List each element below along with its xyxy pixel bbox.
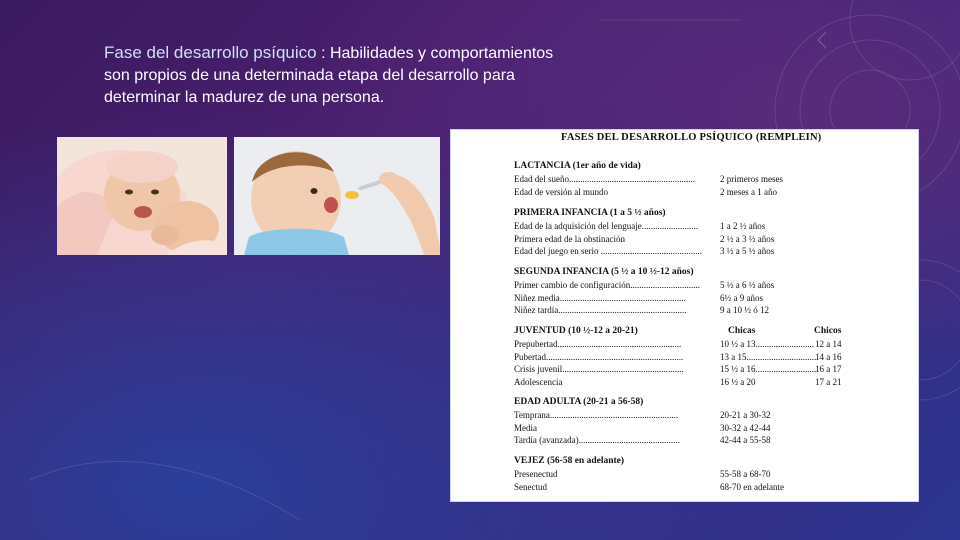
row-label: Primera edad de la obstinación xyxy=(514,233,625,244)
row-value: 2 primeros meses xyxy=(720,174,783,184)
section-primera-infancia xyxy=(514,207,914,258)
row-label: Niñez media........................................................ xyxy=(514,292,686,303)
section-heading: LACTANCIA (1er año de vida) xyxy=(514,161,641,171)
intro-text: : Habilidades y comportamientos son propios de una determinada etapa del desarrollo para determinar la madurez de una persona. xyxy=(104,45,554,106)
row-label: Edad del sueño........................................................ xyxy=(514,174,695,184)
row-label: Adolescencia xyxy=(514,376,563,387)
row-value: 42-44 a 55-58 xyxy=(720,435,771,445)
row-value: 9 a 10 ½ ó 12 xyxy=(720,305,769,315)
table-row xyxy=(514,292,914,305)
row-value-2: 14 a 16 xyxy=(815,351,842,362)
row-value: 2 ½ a 3 ½ años xyxy=(720,233,775,244)
section-juventud xyxy=(514,325,914,388)
row-value-2: 17 a 21 xyxy=(815,376,842,387)
table-row xyxy=(514,233,914,246)
column-header-chicos: Chicos xyxy=(814,326,842,336)
intro-highlight: Fase del desarrollo psíquico xyxy=(104,43,317,62)
row-label: Tardía (avanzada)............................................. xyxy=(514,435,680,445)
row-value: 68-70 en adelante xyxy=(720,481,784,492)
table-row xyxy=(514,481,914,494)
table-row xyxy=(514,173,914,186)
row-label: Prepubertad....................................................... xyxy=(514,339,682,349)
row-value: 16 ½ a 20 xyxy=(720,376,756,387)
table-row xyxy=(514,409,914,422)
row-label: Primer cambio de configuración............................... xyxy=(514,280,700,290)
table-row xyxy=(514,304,914,317)
table-row xyxy=(514,422,914,435)
table-row xyxy=(514,186,914,199)
development-phases-table xyxy=(451,130,918,501)
row-value: 1 a 2 ½ años xyxy=(720,221,766,231)
section-heading: EDAD ADULTA (20-21 a 56-58) xyxy=(514,397,644,407)
table-row xyxy=(514,468,914,481)
row-label: Edad de la adquisición del lenguaje......................... xyxy=(514,221,698,231)
row-value: 3 ½ a 5 ½ años xyxy=(720,246,775,256)
row-value: 2 meses a 1 año xyxy=(720,186,777,197)
table-row xyxy=(514,363,914,376)
row-label: Niñez tardía......................................................... xyxy=(514,305,687,315)
column-header-chicas: Chicas xyxy=(728,326,756,336)
intro-paragraph xyxy=(104,42,574,109)
table-row xyxy=(514,245,914,258)
table-title: FASES DEL DESARROLLO PSÍQUICO (REMPLEIN) xyxy=(561,132,822,143)
row-label: Edad de versión al mundo xyxy=(514,186,608,197)
baby-towel-photo xyxy=(57,137,227,255)
section-heading: PRIMERA INFANCIA (1 a 5 ½ años) xyxy=(514,208,666,218)
baby-spoon-photo xyxy=(234,137,440,255)
table-row xyxy=(514,434,914,447)
row-label: Temprana......................................................... xyxy=(514,410,679,420)
table-row xyxy=(514,279,914,292)
section-segunda-infancia xyxy=(514,266,914,317)
row-value: 5 ½ a 6 ½ años xyxy=(720,280,775,290)
row-label: Edad del juego en serio ............................................. xyxy=(514,246,702,256)
row-value: 6½ a 9 años xyxy=(720,292,763,303)
row-label: Senectud xyxy=(514,481,547,492)
section-heading: SEGUNDA INFANCIA (5 ½ a 10 ½-12 años) xyxy=(514,267,694,277)
table-row xyxy=(514,376,914,389)
section-edad-adulta xyxy=(514,396,914,447)
row-value: 30-32 a 42-44 xyxy=(720,422,771,433)
row-label: Presenectud xyxy=(514,469,558,479)
section-vejez xyxy=(514,455,914,493)
row-value: 55-58 a 68-70 xyxy=(720,469,771,479)
row-label: Pubertad............................................................. xyxy=(514,351,684,362)
row-value: 13 a 15............................... xyxy=(720,351,817,362)
row-value: 20-21 a 30-32 xyxy=(720,410,771,420)
row-value-2: 12 a 14 xyxy=(815,339,842,349)
row-value-2: 16 a 17 xyxy=(815,364,842,374)
section-heading-text: JUVENTUD (10 ½-12 a 20-21) xyxy=(514,326,638,336)
section-heading xyxy=(514,325,914,338)
row-label: Crisis juvenil...................................................... xyxy=(514,364,684,374)
section-heading: VEJEZ (56-58 en adelante) xyxy=(514,456,625,466)
table-row xyxy=(514,338,914,351)
table-row xyxy=(514,220,914,233)
row-value: 10 ½ a 13.......................... xyxy=(720,339,814,349)
row-value: 15 ½ a 16........................... xyxy=(720,364,817,374)
row-label: Media xyxy=(514,422,537,433)
section-lactancia xyxy=(514,160,914,198)
table-row xyxy=(514,351,914,364)
